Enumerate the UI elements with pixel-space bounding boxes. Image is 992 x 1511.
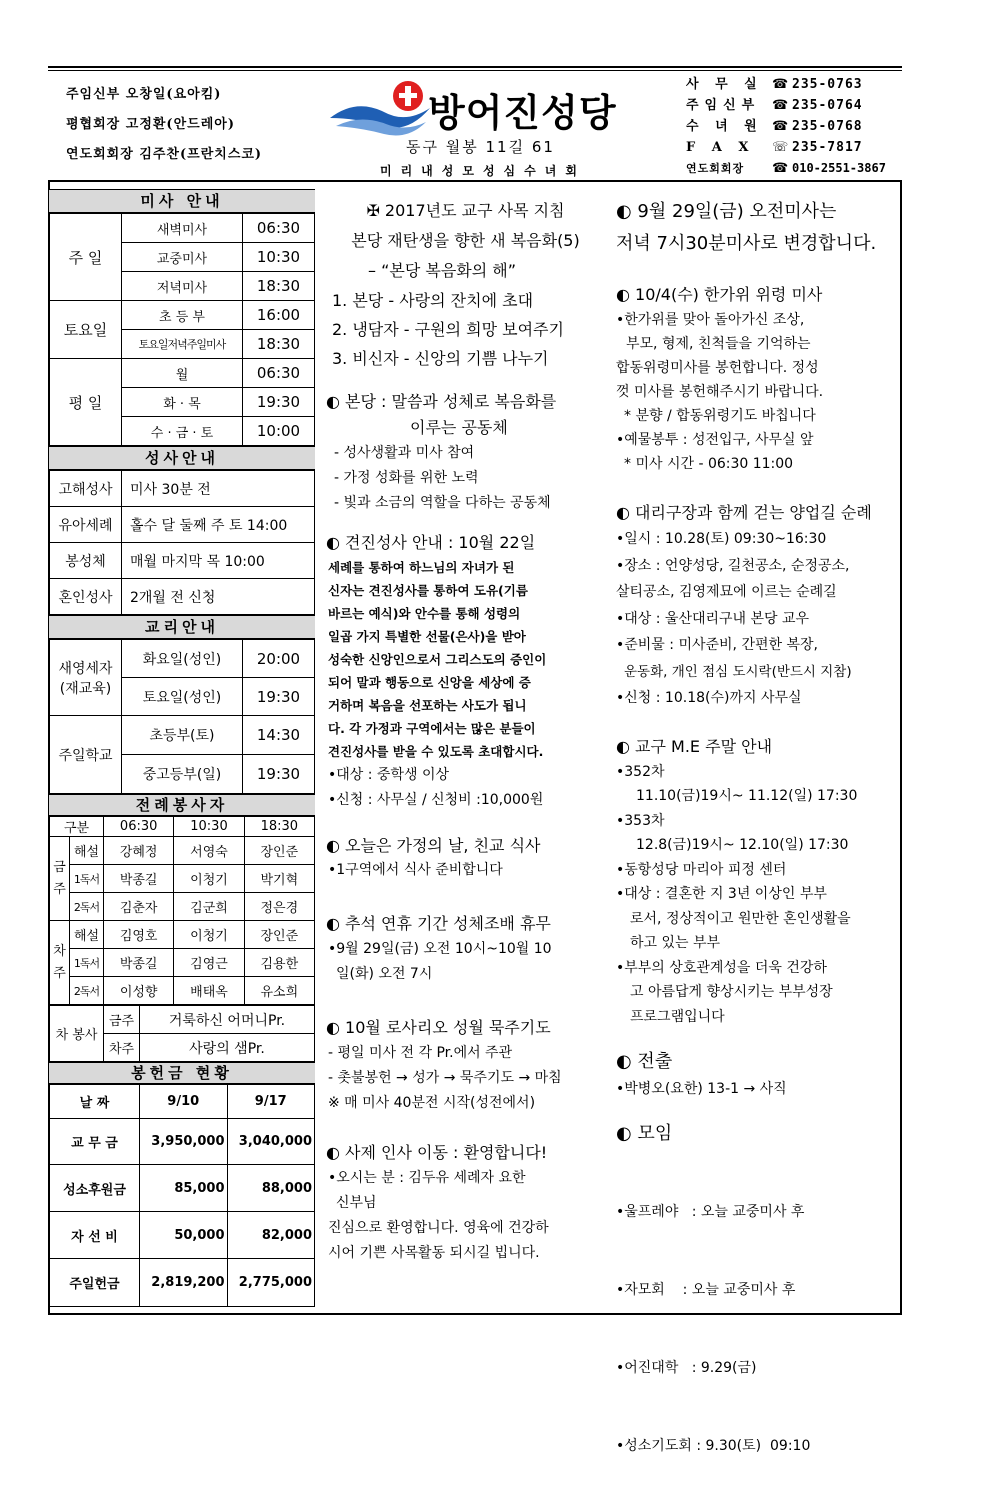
phone-icon: ☎: [772, 119, 789, 134]
guide-motto: – “본당 복음화의 해”: [368, 261, 517, 280]
server-name: 이청기: [174, 865, 244, 893]
server-name: 유소희: [244, 977, 314, 1005]
me-body: [612, 760, 898, 1030]
confirmation-line: 신자는 견진성사를 통하여 도유(기름: [328, 583, 528, 598]
mass-name: 수 · 금 · 토: [122, 417, 243, 446]
right-column: [612, 196, 898, 1511]
priest-body: [318, 1166, 613, 1266]
servers-week: 차 주: [50, 921, 70, 1005]
parish-heading: ◐ 본당 : 말씀과 성체로 복음화를: [326, 392, 557, 411]
rosary-line: - 촛불봉헌 → 성가 → 묵주기도 → 마침: [328, 1069, 562, 1086]
family-day-heading: ◐ 오늘은 가정의 날, 친교 식사: [326, 836, 541, 855]
me-line: 하고 있는 부부: [630, 935, 721, 951]
sacrament-name: 봉성체: [50, 543, 122, 579]
memorial-line: •예물봉투 : 성전입구, 사무실 앞: [616, 432, 814, 448]
top-rule-thin: [48, 70, 902, 71]
catechism-time: 20:00: [243, 640, 315, 678]
confirmation-line: 되어 말과 행동으로 신앙을 세상에 증: [328, 675, 531, 690]
guide-item: 2. 냉담자 - 구원의 희망 보여주기: [332, 320, 564, 339]
mass-time: 19:30: [243, 388, 315, 417]
middle-column: [318, 196, 613, 1266]
offering-item: 성소후원금: [50, 1165, 140, 1212]
catechism-group: 주일학교: [50, 716, 122, 794]
church-logo-icon: [326, 78, 436, 140]
tea-service-table: [49, 1005, 315, 1062]
mass-name: 저녁미사: [122, 272, 243, 301]
sidebar: [49, 189, 315, 1307]
sacrament-info: 매월 마지막 목 10:00: [122, 543, 315, 579]
phone-pastor: 주임신부 ☎ 235-0764: [686, 95, 886, 116]
meetings-heading: ◐ 모임: [616, 1123, 673, 1144]
pastoral-guide: [318, 196, 613, 286]
priest-line: 진심으로 환영합니다. 영육에 건강하: [328, 1219, 549, 1236]
catechism-title: 교리안내: [49, 615, 315, 639]
pilgrimage-heading: ◐ 대리구장과 함께 걷는 양업길 순례: [616, 503, 872, 522]
mass-name: 새벽미사: [122, 214, 243, 243]
memorial-line: •한가위를 맞아 돌아가신 조상,: [616, 312, 805, 328]
tea-service-label: 차 봉사: [50, 1006, 104, 1062]
council-president: 평협회장 고정환(안드레아): [66, 117, 235, 132]
confirmation-line: 거하며 복음을 선포하는 사도가 됩니: [328, 698, 527, 713]
confirmation-line: 견진성사를 받을 수 있도록 초대합시다.: [328, 744, 544, 759]
server-name: 배태옥: [174, 977, 244, 1005]
offering-head: 9/17: [227, 1085, 315, 1119]
servers-role: 2독서: [70, 977, 104, 1005]
offering-head: 날 짜: [50, 1085, 140, 1119]
pilgrimage-line: •장소 : 언양성당, 길천공소, 순정공소,: [616, 557, 850, 574]
chuseok-line: •9월 29일(금) 오전 10시~10월 10: [328, 940, 552, 957]
transfer-heading: ◐ 전출: [616, 1051, 673, 1072]
server-name: 이성향: [104, 977, 174, 1005]
confirmation-body: [318, 556, 613, 763]
memorial-body: [612, 308, 898, 476]
guide-item: 1. 본당 - 사랑의 잔치에 초대: [332, 291, 534, 310]
parish-items: [318, 441, 613, 516]
mass-name: 월: [122, 359, 243, 388]
offering-amount: 2,819,200: [140, 1259, 228, 1307]
fax-icon: ☏: [772, 140, 789, 155]
offering-head: 9/10: [140, 1085, 228, 1119]
chuseok-line: 일(화) 오전 7시: [336, 965, 433, 982]
phone-yeondo: 연도회회장 ☎ 010-2551-3867: [686, 158, 886, 179]
priest-line: •오시는 분 : 김두유 세례자 요한: [328, 1169, 526, 1186]
memorial-line: 합동위령미사를 봉헌합니다. 정성: [616, 360, 819, 376]
offering-amount: 82,000: [227, 1212, 315, 1259]
meeting-line: •어진대학 : 9.29(금): [616, 1360, 757, 1376]
pilgrimage-line: 살티공소, 김영제묘에 이르는 순례길: [616, 584, 837, 600]
mass-day: 평 일: [50, 359, 122, 446]
servers-title: 전례봉사자: [49, 794, 315, 816]
mass-day: 토요일: [50, 301, 122, 359]
me-line: 프로그램입니다: [630, 1008, 725, 1025]
catechism-class: 중고등부(일): [122, 755, 243, 794]
me-line: •동항성당 마리아 피정 센터: [616, 861, 787, 878]
servers-role: 2독서: [70, 893, 104, 921]
guide-item: 3. 비신자 - 신앙의 기쁨 나누기: [332, 349, 549, 368]
transfer-item: •박병오(요한) 13-1 → 사직: [616, 1081, 787, 1097]
servers-table: [49, 816, 315, 1005]
church-title: 방어진성당: [428, 91, 617, 135]
offering-item: 교 무 금: [50, 1119, 140, 1165]
phone-office: 사 무 실 ☎ 235-0763: [686, 74, 886, 95]
offering-title: 봉헌금 현황: [49, 1062, 315, 1084]
guide-items: [318, 286, 613, 373]
pilgrimage-body: [612, 526, 898, 712]
guide-title: ✠ 2017년도 교구 사목 지침: [366, 201, 565, 220]
sacrament-name: 고해성사: [50, 471, 122, 507]
me-line: 로서, 정상적이고 원만한 혼인생활을: [630, 910, 851, 927]
catechism-class: 화요일(성인): [122, 640, 243, 678]
confirmation-heading: ◐ 견진성사 안내 : 10월 22일: [326, 533, 536, 552]
me-line: 12.8(금)19시~ 12.10(일) 17:30: [636, 837, 849, 853]
servers-role: 해설: [70, 837, 104, 865]
chuseok-body: [318, 937, 613, 987]
confirmation-line: 바르는 예식)와 안수를 통해 성령의: [328, 606, 521, 621]
sacrament-title: 성사안내: [49, 446, 315, 470]
sacrament-name: 유아세례: [50, 507, 122, 543]
servers-role: 1독서: [70, 949, 104, 977]
phone-icon: ☎: [772, 98, 789, 113]
phone-fax: F A X ☏ 235-7817: [686, 137, 886, 158]
notice-line: ◐ 9월 29일(금) 오전미사는: [616, 201, 837, 222]
parish-item: - 가정 성화를 위한 노력: [334, 470, 479, 486]
yeondo-president: 연도회회장 김주찬(프란치스코): [66, 147, 263, 162]
confirmation-line: 성숙한 신앙인으로서 그리스도의 증인이: [328, 652, 547, 667]
catechism-time: 19:30: [243, 678, 315, 716]
sacrament-name: 혼인성사: [50, 579, 122, 615]
sacrament-info: 홀수 달 둘째 주 토 14:00: [122, 507, 315, 543]
servers-role: 해설: [70, 921, 104, 949]
mass-name: 교중미사: [122, 243, 243, 272]
memorial-heading: ◐ 10/4(수) 한가위 위령 미사: [616, 285, 823, 304]
parish-item: - 성사생활과 미사 참여: [334, 445, 475, 461]
top-rule: [48, 66, 902, 68]
phone-list: [686, 74, 886, 179]
pilgrimage-line: •신청 : 10.18(수)까지 사무실: [616, 690, 802, 706]
parish-item: - 빛과 소금의 역할을 다하는 공동체: [334, 495, 551, 511]
mass-title: 미사 안내: [49, 189, 315, 213]
server-name: 박종길: [104, 865, 174, 893]
server-name: 박종길: [104, 949, 174, 977]
servers-head: 10:30: [174, 817, 244, 837]
header-officers: [66, 80, 262, 170]
server-name: 박기혁: [244, 865, 314, 893]
rosary-body: [318, 1041, 613, 1116]
servers-role: 1독서: [70, 865, 104, 893]
rosary-line: ※ 매 미사 40분전 시작(성전에서): [328, 1094, 536, 1111]
offering-amount: 3,950,000: [140, 1119, 228, 1165]
me-line: 11.10(금)19시~ 11.12(일) 17:30: [636, 788, 858, 804]
confirmation-apply: •신청 : 사무실 / 신청비 :10,000원: [328, 792, 544, 808]
mass-table: [49, 213, 315, 446]
meetings-body: [612, 1147, 898, 1511]
me-line: •353차: [616, 812, 665, 829]
offering-amount: 3,040,000: [227, 1119, 315, 1165]
memorial-line: * 미사 시간 - 06:30 11:00: [624, 456, 794, 472]
mass-name: 초 등 부: [122, 301, 243, 330]
catechism-class: 초등부(토): [122, 716, 243, 755]
tea-week: 금주: [104, 1006, 140, 1034]
pilgrimage-line: 운동화, 개인 점심 도시락(반드시 지참): [624, 663, 852, 680]
sacrament-table: [49, 470, 315, 615]
sacrament-info: 미사 30분 전: [122, 471, 315, 507]
chuseok-heading: ◐ 추석 연휴 기간 성체조배 휴무: [326, 913, 551, 933]
priest-heading: ◐ 사제 인사 이동 : 환영합니다!: [326, 1142, 548, 1162]
confirmation-line: 세례를 통하여 하느님의 자녀가 된: [328, 560, 515, 575]
phone-icon: ☎: [772, 77, 789, 92]
catechism-time: 19:30: [243, 755, 315, 794]
me-line: 고 아름답게 향상시키는 부부성장: [630, 984, 833, 1000]
parish-heading-2: 이루는 공동체: [410, 418, 508, 437]
mass-time: 10:00: [243, 417, 315, 446]
pastor-name: 주임신부 오창일(요아킴): [66, 87, 222, 102]
confirmation-line: 다. 각 가정과 구역에서는 많은 분들이: [328, 721, 536, 736]
mass-time: 10:30: [243, 243, 315, 272]
offering-item: 주일헌금: [50, 1259, 140, 1307]
offering-amount: 50,000: [140, 1212, 228, 1259]
sisters-org: 미리내성모성심수녀회: [380, 164, 586, 178]
meeting-line: •울프레야 : 오늘 교중미사 후: [616, 1204, 805, 1220]
pilgrimage-line: •준비물 : 미사준비, 간편한 복장,: [616, 637, 818, 653]
rosary-line: - 평일 미사 전 각 Pr.에서 주관: [328, 1044, 513, 1061]
meeting-line: •자모회 : 오늘 교중미사 후: [616, 1282, 796, 1298]
confirmation-target: •대상 : 중학생 이상: [328, 767, 449, 783]
priest-line: 신부님: [336, 1194, 377, 1211]
me-heading: ◐ 교구 M.E 주말 안내: [616, 736, 773, 756]
rosary-heading: ◐ 10월 로사리오 성월 묵주기도: [326, 1017, 551, 1037]
server-name: 김영호: [104, 921, 174, 949]
server-name: 김군희: [174, 893, 244, 921]
sacrament-info: 2개월 전 신청: [122, 579, 315, 615]
confirmation-line: 일곱 가지 특별한 선물(은사)을 받아: [328, 629, 526, 644]
server-name: 서영숙: [174, 837, 244, 865]
server-name: 이청기: [174, 921, 244, 949]
server-name: 김용한: [244, 949, 314, 977]
server-name: 김춘자: [104, 893, 174, 921]
mass-time: 06:30: [243, 359, 315, 388]
server-name: 정은경: [244, 893, 314, 921]
notice-line: 저녁 7시30분미사로 변경합니다.: [616, 233, 877, 254]
me-line: •대상 : 결혼한 지 3년 이상인 부부: [616, 886, 827, 902]
servers-head: 06:30: [104, 817, 174, 837]
mass-name: 화 · 목: [122, 388, 243, 417]
mass-change-notice: [612, 196, 898, 260]
family-day-item: •1구역에서 식사 준비합니다: [328, 862, 503, 878]
catechism-group: 새영세자 (재교육): [50, 640, 122, 716]
pilgrimage-line: •대상 : 울산대리구내 본당 교우: [616, 610, 810, 627]
mass-time: 18:30: [243, 330, 315, 359]
mass-time: 16:00: [243, 301, 315, 330]
meeting-line: •성소기도회 : 9.30(토) 09:10: [616, 1438, 811, 1454]
offering-amount: 88,000: [227, 1165, 315, 1212]
catechism-table: [49, 639, 315, 794]
servers-head: 18:30: [244, 817, 314, 837]
tea-group: 사랑의 샘Pr.: [140, 1034, 315, 1062]
mass-day: 주 일: [50, 214, 122, 301]
priest-line: 시어 기쁜 사목활동 되시길 빕니다.: [328, 1244, 540, 1261]
memorial-line: 껏 미사를 봉헌해주시기 바랍니다.: [616, 384, 824, 400]
mass-name: 토요일저녁주일미사: [122, 330, 243, 359]
tea-week: 차주: [104, 1034, 140, 1062]
offering-item: 자 선 비: [50, 1212, 140, 1259]
phone-convent: 수 녀 원 ☎ 235-0768: [686, 116, 886, 137]
me-line: •352차: [616, 763, 665, 780]
memorial-line: 부모, 형제, 친척들을 기억하는: [626, 336, 811, 352]
catechism-time: 14:30: [243, 716, 315, 755]
servers-week: 금 주: [50, 837, 70, 921]
pilgrimage-line: •일시 : 10.28(토) 09:30~16:30: [616, 531, 827, 547]
server-name: 장인준: [244, 837, 314, 865]
confirmation-details: [318, 763, 613, 813]
offering-amount: 2,775,000: [227, 1259, 315, 1307]
server-name: 강혜정: [104, 837, 174, 865]
memorial-line: * 분향 / 합동위령기도 바칩니다: [624, 408, 816, 424]
catechism-class: 토요일(성인): [122, 678, 243, 716]
offering-table: [49, 1084, 315, 1307]
server-name: 김영근: [174, 949, 244, 977]
server-name: 장인준: [244, 921, 314, 949]
mass-time: 18:30: [243, 272, 315, 301]
tea-group: 거룩하신 어머니Pr.: [140, 1006, 315, 1034]
guide-subtitle: 본당 재탄생을 향한 새 복음화(5): [351, 231, 580, 250]
church-address: 동구 월봉 11길 61: [406, 138, 555, 156]
servers-head: 구분: [50, 817, 104, 837]
offering-amount: 85,000: [140, 1165, 228, 1212]
phone-icon: ☎: [772, 161, 789, 176]
mass-time: 06:30: [243, 214, 315, 243]
me-line: •부부의 상호관계성을 더욱 건강하: [616, 959, 827, 976]
